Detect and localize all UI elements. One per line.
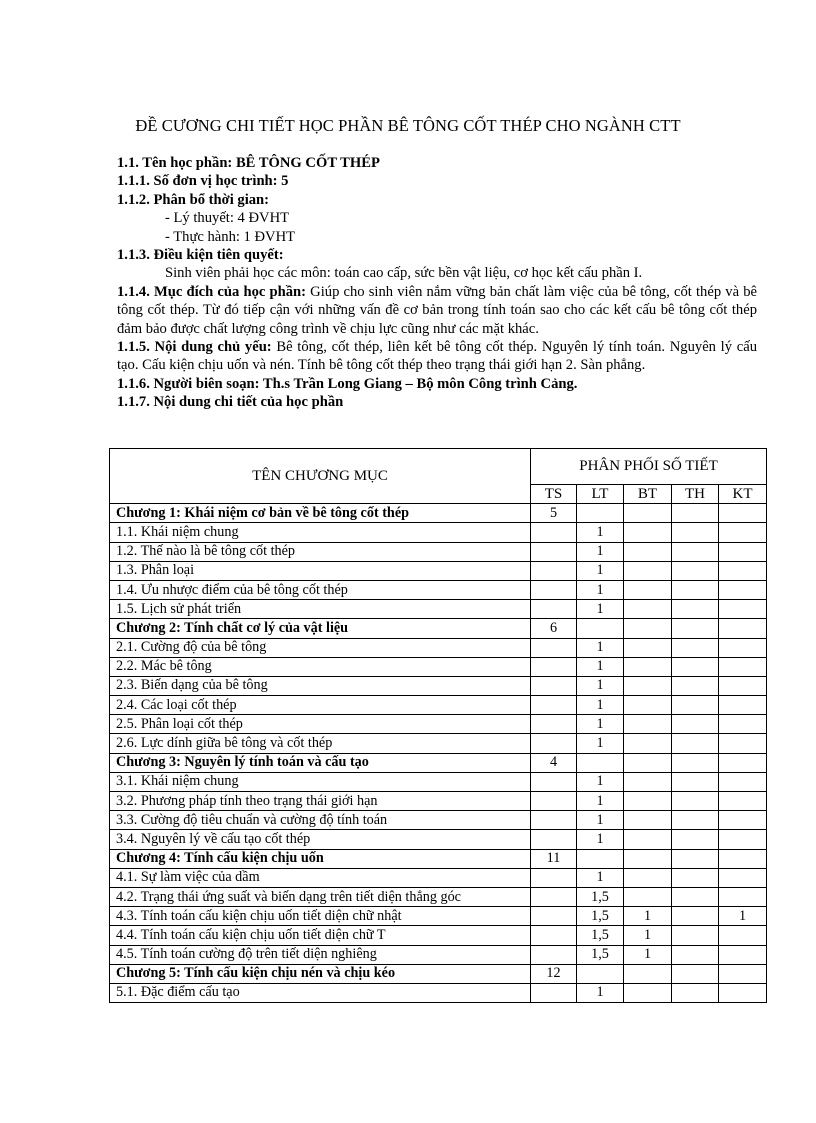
prereq-line [117, 246, 757, 264]
header-col-lt: LT [577, 485, 624, 504]
time-label: 1.1.2. Phân bổ thời gian: [117, 191, 270, 208]
document-title: ĐỀ CƯƠNG CHI TIẾT HỌC PHẦN BÊ TÔNG CỐT THÉP CHO NGÀNH CTT [135, 116, 681, 135]
row-name: 1.5. Lịch sử phát triển [110, 600, 531, 619]
row-name: 4.3. Tính toán cấu kiện chịu uốn tiết diện chữ nhật [110, 907, 531, 926]
cell-bt [624, 734, 672, 753]
table-row [110, 907, 767, 926]
cell-ts [531, 600, 577, 619]
cell-ts: 12 [531, 964, 577, 983]
cell-lt: 1 [577, 734, 624, 753]
cell-th [672, 619, 719, 638]
row-name: 2.6. Lực dính giữa bê tông và cốt thép [110, 734, 531, 753]
cell-kt [719, 696, 767, 715]
author-line [117, 375, 757, 393]
purpose-paragraph [117, 283, 757, 338]
cell-bt [624, 580, 672, 599]
cell-lt: 1 [577, 772, 624, 791]
cell-bt [624, 676, 672, 695]
row-name: 2.4. Các loại cốt thép [110, 696, 531, 715]
chapter-row [110, 964, 767, 983]
author-text: 1.1.6. Người biên soạn: Th.s Trần Long Giang – Bộ môn Công trình Cảng. [117, 375, 578, 392]
cell-ts [531, 657, 577, 676]
cell-th [672, 772, 719, 791]
cell-ts: 6 [531, 619, 577, 638]
row-name: 1.4. Ưu nhược điểm của bê tông cốt thép [110, 580, 531, 599]
cell-bt [624, 696, 672, 715]
cell-lt: 1 [577, 676, 624, 695]
cell-lt: 1 [577, 830, 624, 849]
table-row [110, 734, 767, 753]
cell-ts [531, 715, 577, 734]
course-name-line [117, 154, 757, 172]
table-row [110, 715, 767, 734]
cell-kt [719, 830, 767, 849]
table-row [110, 657, 767, 676]
cell-bt [624, 600, 672, 619]
cell-bt [624, 504, 672, 523]
table-row [110, 600, 767, 619]
cell-th [672, 504, 719, 523]
cell-ts [531, 734, 577, 753]
cell-kt [719, 734, 767, 753]
cell-lt [577, 964, 624, 983]
table-row [110, 983, 767, 1002]
row-name: 2.1. Cường độ của bê tông [110, 638, 531, 657]
cell-th [672, 811, 719, 830]
cell-kt [719, 964, 767, 983]
cell-lt [577, 504, 624, 523]
row-name: 2.2. Mác bê tông [110, 657, 531, 676]
theory-line: - Lý thuyết: 4 ĐVHT [165, 210, 290, 227]
cell-kt [719, 638, 767, 657]
cell-ts [531, 561, 577, 580]
cell-th [672, 907, 719, 926]
cell-ts [531, 887, 577, 906]
table-row [110, 772, 767, 791]
row-name: 5.1. Đặc điểm cấu tạo [110, 983, 531, 1002]
cell-th [672, 561, 719, 580]
cell-ts [531, 945, 577, 964]
chapter-row [110, 753, 767, 772]
cell-bt [624, 792, 672, 811]
row-name: 1.2. Thế nào là bê tông cốt thép [110, 542, 531, 561]
course-name-label: 1.1. Tên học phần: [117, 155, 233, 171]
cell-lt: 1 [577, 811, 624, 830]
cell-kt [719, 983, 767, 1002]
course-info [117, 154, 757, 412]
course-name-value: BÊ TÔNG CỐT THÉP [232, 155, 380, 171]
cell-bt [624, 983, 672, 1002]
row-name: 4.4. Tính toán cấu kiện chịu uốn tiết diện chữ T [110, 926, 531, 945]
table-row [110, 945, 767, 964]
row-name: 4.2. Trạng thái ứng suất và biến dạng trên tiết diện thẳng góc [110, 887, 531, 906]
cell-bt [624, 887, 672, 906]
detail-text: 1.1.7. Nội dung chi tiết của học phần [117, 394, 344, 411]
cell-lt: 1 [577, 542, 624, 561]
cell-th [672, 676, 719, 695]
cell-ts [531, 926, 577, 945]
cell-ts [531, 868, 577, 887]
cell-th [672, 600, 719, 619]
row-name: 2.3. Biến dạng của bê tông [110, 676, 531, 695]
cell-th [672, 926, 719, 945]
header-distribution: PHÂN PHỐI SỐ TIẾT [531, 449, 767, 485]
cell-bt [624, 657, 672, 676]
header-col-ts: TS [531, 485, 577, 504]
cell-lt: 1 [577, 657, 624, 676]
practice-line: - Thực hành: 1 ĐVHT [165, 228, 296, 245]
cell-kt [719, 753, 767, 772]
cell-ts [531, 907, 577, 926]
cell-th [672, 792, 719, 811]
cell-bt [624, 964, 672, 983]
cell-ts [531, 523, 577, 542]
cell-bt: 1 [624, 907, 672, 926]
cell-th [672, 830, 719, 849]
cell-ts [531, 792, 577, 811]
cell-lt [577, 753, 624, 772]
cell-lt: 1,5 [577, 926, 624, 945]
cell-ts [531, 830, 577, 849]
table-row [110, 561, 767, 580]
cell-bt [624, 561, 672, 580]
cell-ts: 4 [531, 753, 577, 772]
row-name: Chương 1: Khái niệm cơ bản về bê tông cốt thép [110, 504, 531, 523]
row-name: 4.1. Sự làm việc của dầm [110, 868, 531, 887]
cell-th [672, 849, 719, 868]
row-name: 3.3. Cường độ tiêu chuẩn và cường độ tính toán [110, 811, 531, 830]
table-row [110, 830, 767, 849]
row-name: 2.5. Phân loại cốt thép [110, 715, 531, 734]
row-name: 3.1. Khái niệm chung [110, 772, 531, 791]
cell-lt: 1 [577, 983, 624, 1002]
cell-bt [624, 542, 672, 561]
content-text: Bê tông, cốt thép, liên kết bê tông cốt thép. Nguyên lý tính toán. Nguyên lý cấu tạo. Cấu kiện chịu uốn và nén. Tính bê tông cốt thép theo trạng thái giới hạn 2. Sàn phẳng. [117, 339, 757, 374]
row-name: 3.2. Phương pháp tính theo trạng thái giới hạn [110, 792, 531, 811]
table-row [110, 811, 767, 830]
prereq-text: Sinh viên phải học các môn: toán cao cấp, sức bền vật liệu, cơ học kết cấu phần I. [165, 265, 643, 282]
chapter-row [110, 504, 767, 523]
cell-lt: 1 [577, 792, 624, 811]
cell-kt [719, 849, 767, 868]
table-row [110, 887, 767, 906]
cell-ts [531, 696, 577, 715]
row-name: 1.1. Khái niệm chung [110, 523, 531, 542]
cell-bt [624, 715, 672, 734]
table-row [110, 542, 767, 561]
header-col-kt: KT [719, 485, 767, 504]
cell-bt [624, 523, 672, 542]
cell-th [672, 523, 719, 542]
content-label: 1.1.5. Nội dung chủ yếu: [117, 339, 272, 356]
cell-lt: 1 [577, 580, 624, 599]
cell-kt [719, 657, 767, 676]
cell-kt [719, 542, 767, 561]
cell-bt [624, 772, 672, 791]
cell-th [672, 542, 719, 561]
row-name: 3.4. Nguyên lý về cấu tạo cốt thép [110, 830, 531, 849]
chapter-row [110, 619, 767, 638]
row-name: Chương 3: Nguyên lý tính toán và cấu tạo [110, 753, 531, 772]
cell-bt [624, 619, 672, 638]
cell-ts [531, 983, 577, 1002]
detail-line [117, 393, 757, 411]
table-body [110, 504, 767, 1003]
cell-bt [624, 830, 672, 849]
cell-th [672, 868, 719, 887]
cell-lt: 1 [577, 715, 624, 734]
cell-th [672, 964, 719, 983]
cell-bt [624, 849, 672, 868]
purpose-text: Giúp cho sinh viên nắm vững bản chất làm việc của bê tông, cốt thép và bê tông cốt thép. Từ đó tiếp cận với những vấn đề cơ bản trong tính toán sao cho các kết cấu bê tông cốt thép đảm bảo được chất lượng công trình về chịu lực cũng như các mặt khác. [117, 283, 757, 337]
cell-kt [719, 619, 767, 638]
cell-kt [719, 887, 767, 906]
header-col-bt: BT [624, 485, 672, 504]
row-name: Chương 5: Tính cấu kiện chịu nén và chịu kéo [110, 964, 531, 983]
cell-ts [531, 542, 577, 561]
table-row [110, 638, 767, 657]
content-paragraph [117, 338, 757, 375]
cell-bt: 1 [624, 926, 672, 945]
cell-th [672, 945, 719, 964]
cell-ts [531, 676, 577, 695]
cell-ts: 5 [531, 504, 577, 523]
cell-lt: 1 [577, 638, 624, 657]
cell-kt [719, 945, 767, 964]
cell-lt: 1 [577, 600, 624, 619]
header-col-th: TH [672, 485, 719, 504]
row-name: 4.5. Tính toán cường độ trên tiết diện nghiêng [110, 945, 531, 964]
cell-kt [719, 715, 767, 734]
cell-kt [719, 926, 767, 945]
cell-lt: 1 [577, 868, 624, 887]
cell-bt [624, 638, 672, 657]
units-label: 1.1.1. Số đơn vị học trình: [117, 173, 278, 190]
cell-kt [719, 792, 767, 811]
cell-lt: 1 [577, 696, 624, 715]
table-row [110, 868, 767, 887]
cell-lt: 1 [577, 561, 624, 580]
cell-th [672, 983, 719, 1002]
cell-kt: 1 [719, 907, 767, 926]
cell-bt: 1 [624, 945, 672, 964]
row-name: Chương 4: Tính cấu kiện chịu uốn [110, 849, 531, 868]
cell-kt [719, 676, 767, 695]
cell-th [672, 734, 719, 753]
cell-kt [719, 504, 767, 523]
table-row [110, 580, 767, 599]
time-line [117, 191, 757, 209]
cell-lt [577, 619, 624, 638]
row-name: 1.3. Phân loại [110, 561, 531, 580]
cell-lt: 1,5 [577, 945, 624, 964]
cell-ts [531, 580, 577, 599]
cell-ts: 11 [531, 849, 577, 868]
cell-kt [719, 523, 767, 542]
cell-kt [719, 600, 767, 619]
table-row [110, 523, 767, 542]
cell-lt [577, 849, 624, 868]
row-name: Chương 2: Tính chất cơ lý của vật liệu [110, 619, 531, 638]
cell-kt [719, 772, 767, 791]
cell-kt [719, 811, 767, 830]
cell-kt [719, 868, 767, 887]
cell-th [672, 715, 719, 734]
cell-bt [624, 811, 672, 830]
cell-bt [624, 868, 672, 887]
header-chapter-name: TÊN CHƯƠNG MỤC [110, 449, 531, 504]
cell-th [672, 696, 719, 715]
cell-bt [624, 753, 672, 772]
cell-th [672, 638, 719, 657]
purpose-label: 1.1.4. Mục đích của học phần: [117, 283, 307, 300]
prereq-label: 1.1.3. Điều kiện tiên quyết: [117, 247, 284, 264]
table-row [110, 792, 767, 811]
cell-ts [531, 811, 577, 830]
table-row [110, 926, 767, 945]
cell-kt [719, 580, 767, 599]
cell-th [672, 657, 719, 676]
cell-kt [719, 561, 767, 580]
cell-ts [531, 772, 577, 791]
cell-lt: 1 [577, 523, 624, 542]
cell-th [672, 580, 719, 599]
units-value: 5 [277, 173, 289, 190]
cell-lt: 1,5 [577, 907, 624, 926]
cell-th [672, 753, 719, 772]
chapter-row [110, 849, 767, 868]
cell-th [672, 887, 719, 906]
table-row [110, 676, 767, 695]
units-line [117, 172, 757, 190]
cell-lt: 1,5 [577, 887, 624, 906]
table-row [110, 696, 767, 715]
syllabus-table [109, 448, 767, 1003]
cell-ts [531, 638, 577, 657]
